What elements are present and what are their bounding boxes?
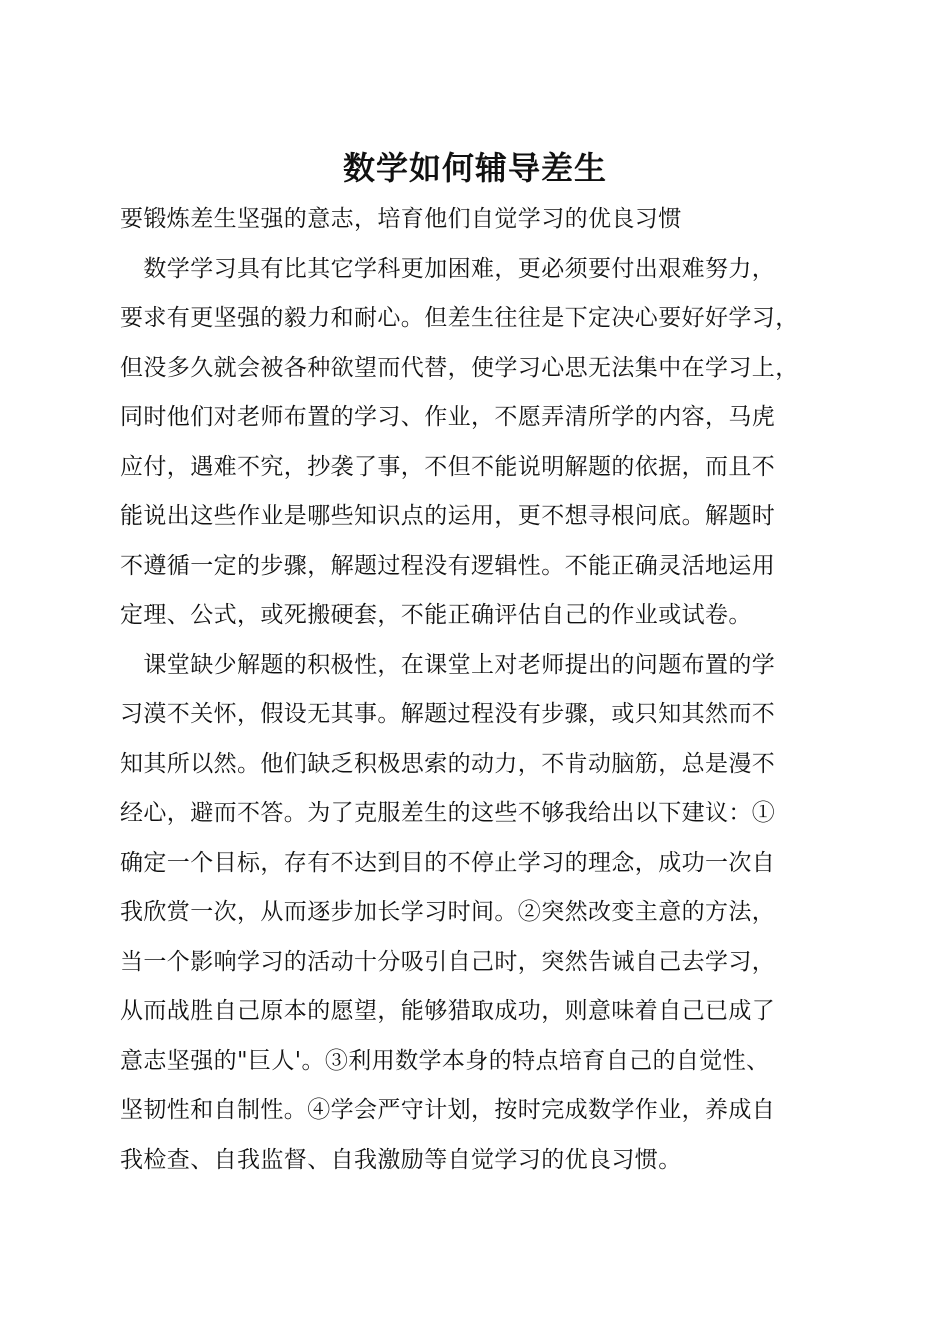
text-line: 确定一个目标，存有不达到目的不停止学习的理念，成功一次自	[120, 849, 776, 876]
document-title: 数学如何辅导差生	[342, 149, 607, 187]
text-line: 要求有更坚强的毅力和耐心。但差生往往是下定决心要好好学习，	[120, 305, 799, 331]
document-body	[120, 195, 840, 1185]
text-line: 课堂缺少解题的积极性，在课堂上对老师提出的问题布置的学	[120, 651, 776, 678]
text-line: 我欣赏一次，从而逐步加长学习时间。②突然改变主意的方法，	[120, 899, 776, 925]
text-line: 要锻炼差生坚强的意志，培育他们自觉学习的优良习惯	[120, 206, 682, 232]
text-line: 我检查、自我监督、自我激励等自觉学习的优良习惯。	[120, 1146, 682, 1173]
text-line: 从而战胜自己原本的愿望，能够猎取成功，则意味着自己已成了	[120, 998, 776, 1024]
text-line: 知其所以然。他们缺乏积极思索的动力，不肯动脑筋，总是漫不	[120, 750, 776, 777]
text-line: 习漠不关怀，假设无其事。解题过程没有步骤，或只知其然而不	[120, 701, 776, 727]
text-line: 能说出这些作业是哪些知识点的运用，更不想寻根问底。解题时	[120, 503, 776, 529]
text-line: 不遵循一定的步骤，解题过程没有逻辑性。不能正确灵活地运用	[120, 552, 776, 579]
text-line: 定理、公式，或死搬硬套，不能正确评估自己的作业或试卷。	[120, 602, 752, 628]
text-line: 但没多久就会被各种欲望而代替，使学习心思无法集中在学习上，	[120, 354, 799, 381]
text-line: 同时他们对老师布置的学习、作业，不愿弄清所学的内容，马虎	[120, 404, 776, 430]
text-line: 坚韧性和自制性。④学会严守计划，按时完成数学作业，养成自	[120, 1097, 776, 1123]
text-line: 经心，避而不答。为了克服差生的这些不够我给出以下建议：①	[120, 800, 776, 826]
text-line: 应付，遇难不究，抄袭了事，不但不能说明解题的依据，而且不	[120, 453, 776, 480]
text-line: 意志坚强的"巨人'。③利用数学本身的特点培育自己的自觉性、	[120, 1047, 770, 1074]
text-line: 当一个影响学习的活动十分吸引自己时，突然告诫自己去学习，	[120, 948, 776, 975]
text-line: 数学学习具有比其它学科更加困难，更必须要付出艰难努力，	[120, 255, 776, 282]
